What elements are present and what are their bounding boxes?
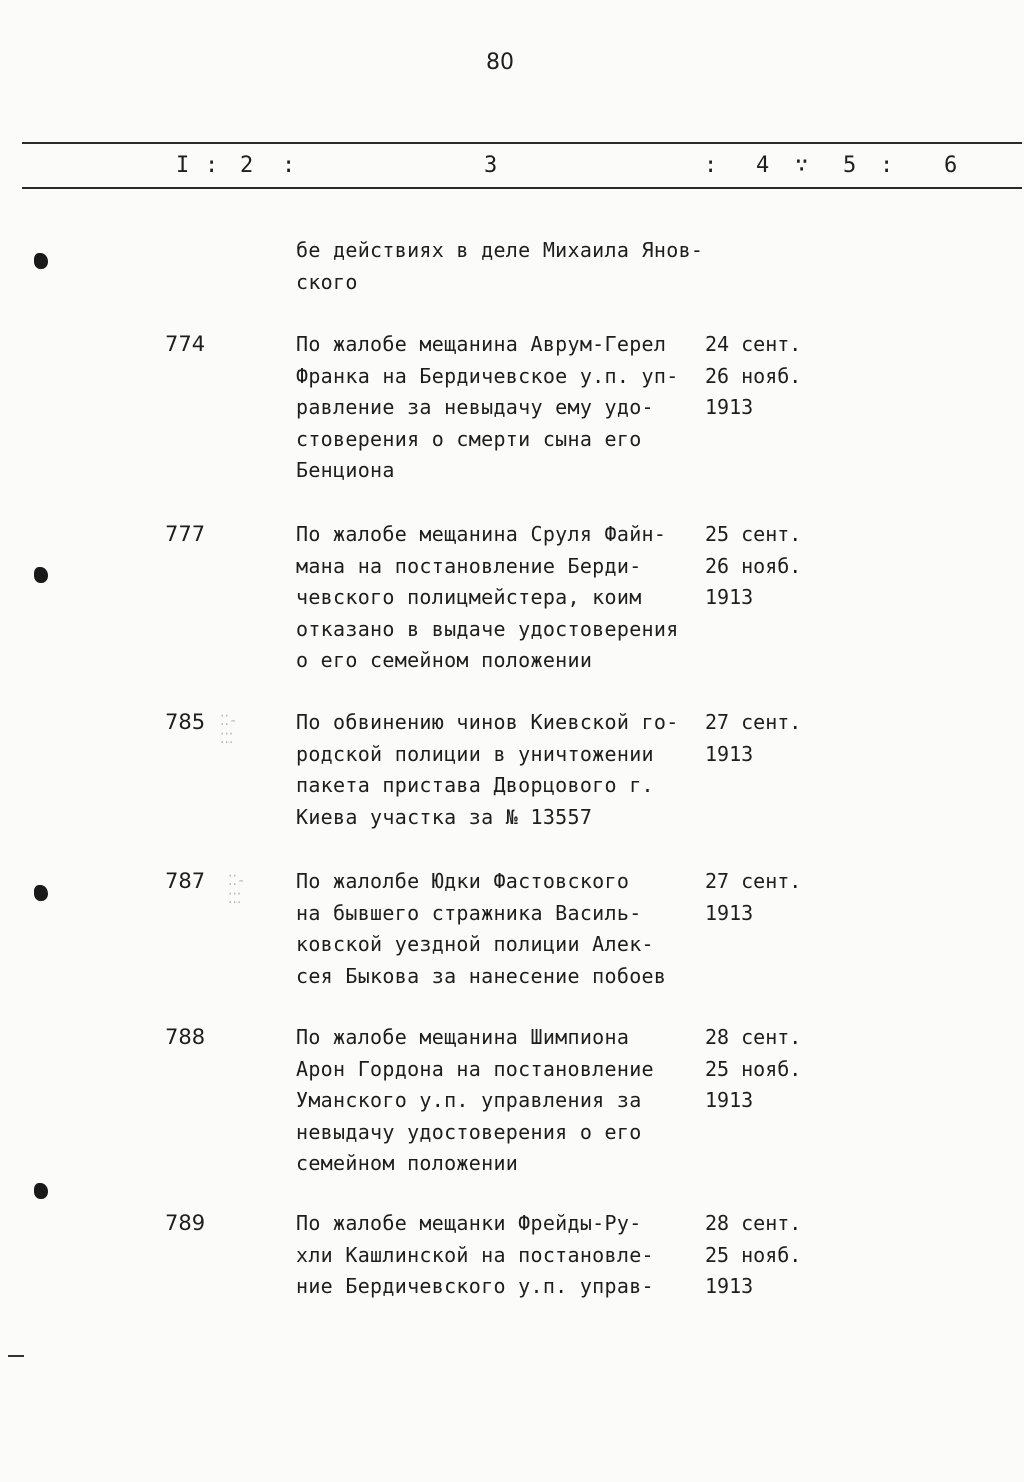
entry-line: равление за невыдачу ему удо- (296, 395, 654, 419)
entry-line: ского (296, 269, 358, 294)
table-header-rule (22, 187, 1022, 189)
entry-line: Бенциона (296, 458, 395, 482)
column-header-label: 3 (484, 153, 498, 178)
entry-date: 26 нояб. (705, 553, 802, 578)
entry-date: 1913 (705, 1274, 754, 1298)
entry-description (296, 1208, 654, 1303)
entry-line: сея Быкова за нанесение побоев (296, 963, 667, 988)
column-header-label: : (205, 153, 219, 178)
entry-date: 1913 (705, 741, 754, 766)
margin-dash-mark (8, 1355, 24, 1357)
entry-description (296, 329, 679, 487)
entry-description (296, 1022, 654, 1180)
column-header-label: ∵ (795, 153, 809, 178)
entry-date: 1913 (705, 585, 754, 609)
entry-date: 1913 (705, 1088, 754, 1112)
entry-description (296, 519, 679, 677)
column-header-label: I (176, 153, 190, 178)
entry-number: 774 (165, 332, 206, 356)
entry-dates (705, 329, 801, 424)
entry-line: ковской уездной полиции Алек- (296, 932, 654, 956)
entry-dates (705, 707, 801, 770)
entry-line: о его семейном положении (296, 648, 593, 672)
column-header-label: : (880, 153, 894, 178)
entry-dates (705, 1022, 801, 1117)
entry-line: отказано в выдаче удостоверения (296, 616, 679, 641)
entry-dates (705, 519, 801, 614)
entry-description (296, 866, 666, 992)
entry-line: По жалобе мещанки Фрейды-Ру- (296, 1211, 642, 1235)
entry-date: 25 нояб. (705, 1242, 802, 1267)
column-header-label: : (704, 153, 718, 178)
column-header-label: 2 (240, 153, 254, 178)
column-header-label: 4 (756, 153, 770, 178)
punch-hole-mark (34, 885, 48, 901)
punch-hole-mark (34, 1183, 48, 1199)
entry-line: По жалобе мещанина Аврум-Герел (296, 332, 667, 356)
entry-line: родской полиции в уничтожении (296, 741, 654, 766)
entry-line: на бывшего стражника Василь- (296, 900, 642, 925)
column-header-label: 5 (843, 153, 857, 178)
entry-date: 25 нояб. (705, 1056, 802, 1081)
faint-stamp-mark: ⁚⁚‐ ⁚⁚⁚ (228, 873, 246, 907)
entry-date: 1913 (705, 395, 754, 419)
entry-line: Уманского у.п. управления за (296, 1088, 642, 1112)
table-top-rule (22, 142, 1022, 144)
entry-date: 26 нояб. (705, 363, 802, 388)
entry-number: 788 (165, 1025, 206, 1049)
entry-line: мана на постановление Берди- (296, 553, 642, 578)
entry-line: стоверения о смерти сына его (296, 426, 642, 451)
entry-number: 785 (165, 710, 206, 734)
entry-line: ние Бердичевского у.п. управ- (296, 1274, 654, 1298)
entry-dates (705, 1208, 801, 1303)
column-header-label: : (282, 153, 296, 178)
entry-date: 25 сент. (705, 522, 802, 546)
entry-date: 28 сент. (705, 1211, 802, 1235)
entry-date: 1913 (705, 900, 754, 925)
entry-line: По обвинению чинов Киевской го- (296, 710, 679, 734)
entry-date: 24 сент. (705, 332, 802, 356)
faint-stamp-mark: ⁚⁚‐ ⁚⁚⁚ (220, 713, 238, 747)
entry-date: 27 сент. (705, 869, 802, 893)
column-header-label: 6 (944, 153, 958, 178)
entry-line: Киева участка за № 13557 (296, 804, 593, 829)
page-number: 80 (486, 50, 514, 75)
entry-line: хли Кашлинской на постановле- (296, 1242, 654, 1267)
entry-line: бе действиях в деле Михаила Янов- (296, 238, 704, 262)
entry-number: 777 (165, 522, 206, 546)
entry-number: 789 (165, 1211, 206, 1235)
entry-line: пакета пристава Дворцового г. (296, 773, 654, 797)
entry-description (296, 235, 703, 298)
entry-line: Франка на Бердичевское у.п. уп- (296, 363, 679, 388)
entry-description (296, 707, 679, 833)
entry-number: 787 (165, 869, 206, 893)
entry-dates (705, 866, 801, 929)
entry-line: чевского полицмейстера, коим (296, 585, 642, 609)
entry-line: По жалобе мещанина Шимпиона (296, 1025, 630, 1049)
entry-line: невыдачу удостоверения о его (296, 1119, 642, 1144)
entry-line: семейном положении (296, 1151, 519, 1175)
entry-date: 28 сент. (705, 1025, 802, 1049)
punch-hole-mark (34, 253, 48, 269)
entry-line: По жалолбе Юдки Фастовского (296, 869, 630, 893)
entry-line: По жалобе мещанина Сруля Файн- (296, 522, 667, 546)
entry-date: 27 сент. (705, 710, 802, 734)
punch-hole-mark (34, 567, 48, 583)
entry-line: Арон Гордона на постановление (296, 1056, 654, 1081)
